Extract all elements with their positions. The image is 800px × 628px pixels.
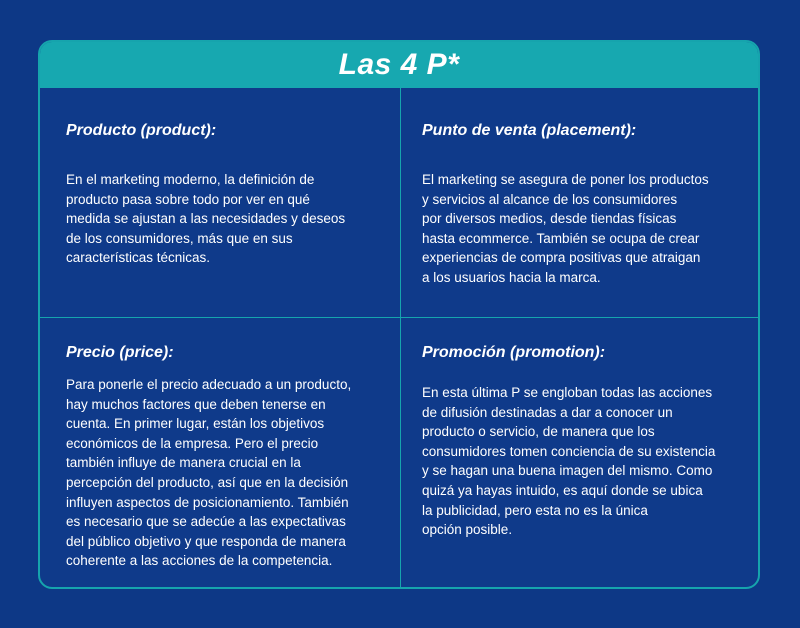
vertical-divider: [400, 88, 401, 589]
card-header: [40, 42, 758, 88]
cell-text-price: Para ponerle el precio adecuado a un producto, hay muchos factores que deben tenerse en cuenta. En primer lugar, están los objetivos económicos de la empresa. Pero el precio también influye de manera crucial en la percepción del producto, así que en la decisión influyen aspectos de posicionamiento. También es necesario que se adecúe a las expectativas del público objetivo y que responda de manera coherente a las acciones de la competencia.: [66, 377, 352, 569]
cell-text-product: En el marketing moderno, la definición de producto pasa sobre todo por ver en qué medida se ajustan a las necesidades y deseos de los consumidores, más que en sus características técnicas.: [66, 172, 346, 266]
cell-price: [66, 344, 396, 571]
cell-heading-price: Precio (price):: [66, 344, 174, 361]
cell-heading-promotion: Promoción (promotion):: [422, 344, 606, 361]
cell-placement: [422, 122, 758, 288]
card-title: Las 4 P*: [338, 48, 460, 81]
cell-heading-placement: Punto de venta (placement):: [422, 122, 637, 139]
horizontal-divider: [40, 317, 758, 318]
cell-promotion: [422, 344, 758, 540]
cell-product: [66, 122, 396, 268]
cell-heading-product: Producto (product):: [66, 122, 217, 139]
four-p-card: [38, 40, 760, 589]
cell-text-promotion: En esta última P se engloban todas las acciones de difusión destinadas a dar a conocer un producto o servicio, de manera que los consumidores tomen conciencia de su existencia y se hagan una buena imagen del mismo. Como quizá ya hayas intuido, es aquí donde se ubica la publicidad, pero esta no es la única opción posible.: [422, 385, 716, 538]
cell-text-placement: El marketing se asegura de poner los productos y servicios al alcance de los consumidores por diversos medios, desde tiendas físicas hasta ecommerce. También se ocupa de crear experiencias de compra positivas que atraigan a los usuarios hacia la marca.: [422, 172, 709, 285]
